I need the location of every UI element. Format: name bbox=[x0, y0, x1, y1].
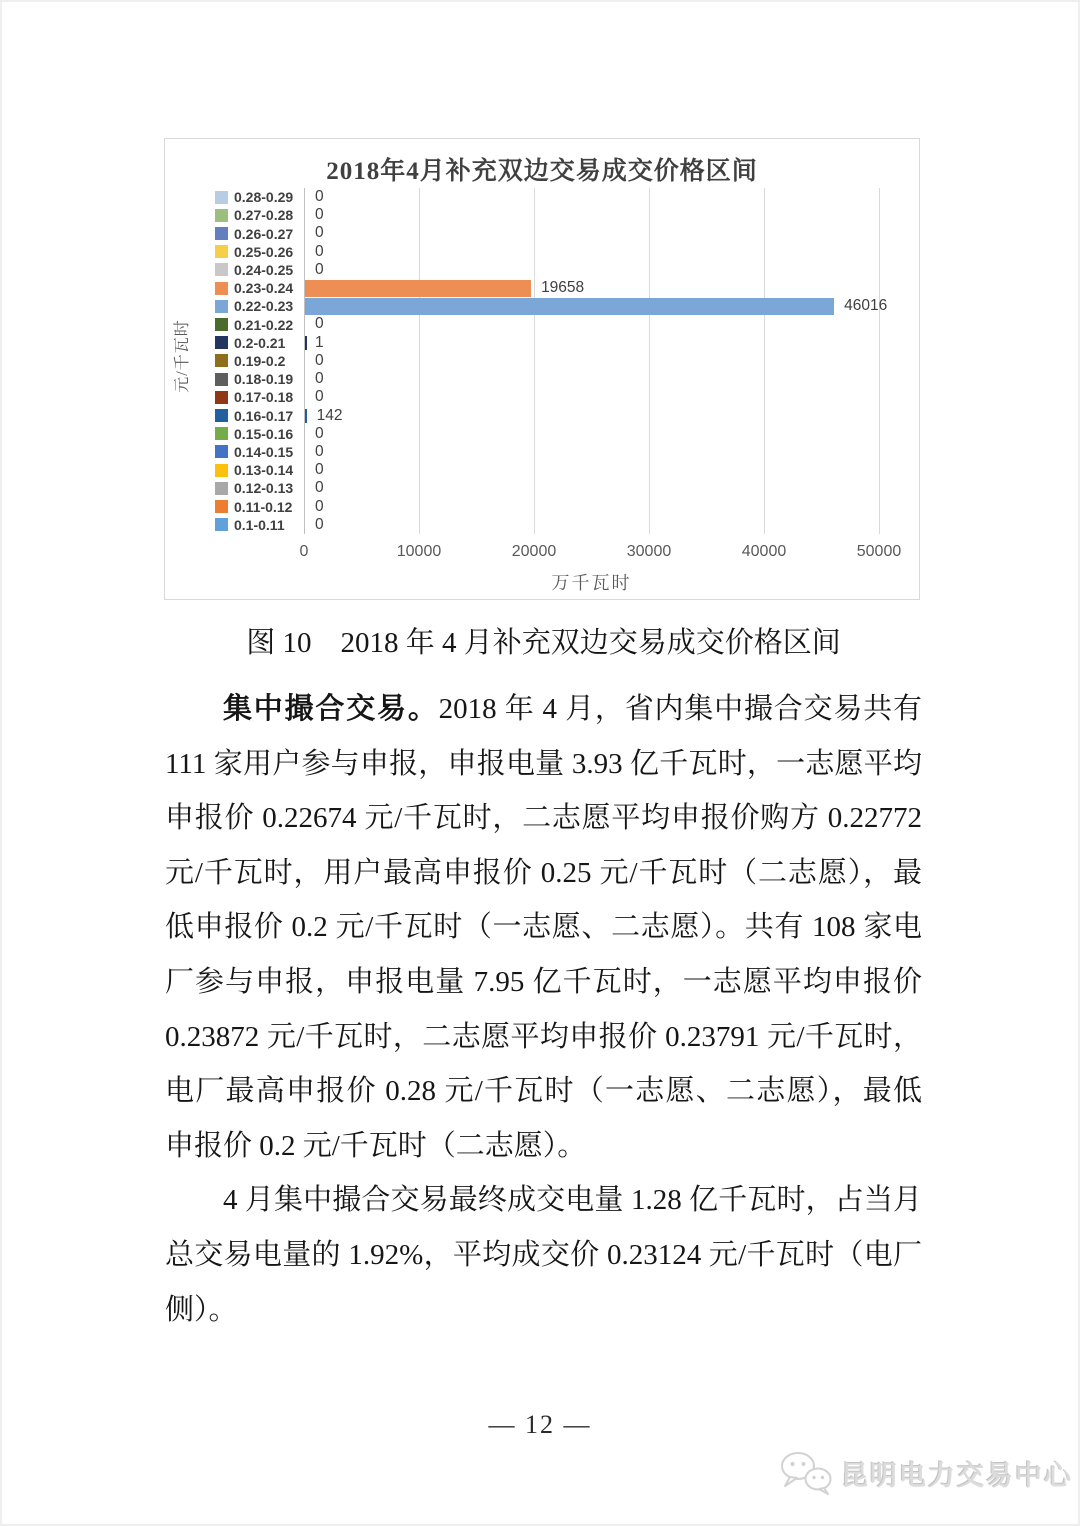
x-tick-label: 20000 bbox=[511, 543, 557, 560]
x-axis-title: 万千瓦时 bbox=[551, 573, 632, 593]
legend-label: 0.24-0.25 bbox=[234, 261, 294, 278]
bar-0.16-0.17 bbox=[305, 409, 307, 423]
bar-value-label: 0 bbox=[315, 188, 324, 205]
legend-item bbox=[165, 497, 304, 515]
text-line: 厂参与申报，申报电量 7.95 亿千瓦时，一志愿平均申报价 bbox=[165, 965, 922, 998]
bar-value-label: 1 bbox=[315, 333, 324, 351]
plot-area bbox=[304, 188, 888, 534]
paragraph-lead-bold: 集中撮合交易。 bbox=[223, 693, 439, 725]
figure-caption: 图 10 2018 年 4 月补充双边交易成交价格区间 bbox=[246, 627, 841, 659]
text-span: 2018 年 4 月，省内集中撮合交易共有 bbox=[438, 693, 922, 725]
text-line: 侧）。 bbox=[165, 1293, 238, 1326]
gridline bbox=[534, 188, 535, 534]
legend-item bbox=[165, 461, 304, 479]
legend-swatch bbox=[215, 300, 228, 313]
legend-swatch bbox=[215, 263, 228, 276]
bar-value-label: 0 bbox=[315, 242, 324, 260]
wechat-icon bbox=[780, 1450, 832, 1496]
bar-value-label: 0 bbox=[315, 479, 324, 497]
legend-swatch bbox=[215, 391, 228, 404]
price-range-chart bbox=[164, 138, 920, 600]
text-line: 4 月集中撮合交易最终成交电量 1.28 亿千瓦时，占当月 bbox=[223, 1184, 922, 1217]
bar-value-label: 19658 bbox=[541, 279, 585, 297]
bar-value-label: 0 bbox=[315, 206, 324, 224]
y-axis-title: 元/千瓦时 bbox=[174, 319, 191, 393]
legend-swatch bbox=[215, 354, 228, 367]
bar-0.23-0.24 bbox=[305, 280, 531, 297]
legend-item bbox=[165, 315, 304, 333]
legend-item bbox=[165, 479, 304, 497]
legend-swatch bbox=[215, 282, 228, 295]
legend-swatch bbox=[215, 318, 228, 331]
text-line bbox=[165, 682, 922, 737]
legend-item bbox=[165, 406, 304, 424]
chart-title: 2018年4月补充双边交易成交价格区间 bbox=[326, 158, 758, 185]
body-text bbox=[165, 682, 922, 1337]
legend-label: 0.26-0.27 bbox=[234, 225, 294, 242]
text-line: 低申报价 0.2 元/千瓦时（一志愿、二志愿）。共有 108 家电 bbox=[165, 911, 922, 944]
legend-item bbox=[165, 516, 304, 534]
gridline bbox=[649, 188, 650, 534]
legend-swatch bbox=[215, 518, 228, 531]
legend-item bbox=[165, 188, 304, 206]
legend-swatch bbox=[215, 191, 228, 204]
bar-value-label: 0 bbox=[315, 260, 324, 278]
legend-item bbox=[165, 334, 304, 352]
bar-value-label: 0 bbox=[315, 497, 324, 515]
legend-label: 0.19-0.2 bbox=[234, 352, 286, 369]
x-tick-label: 40000 bbox=[741, 543, 787, 560]
legend-label: 0.15-0.16 bbox=[234, 425, 294, 442]
x-tick-label: 50000 bbox=[856, 543, 902, 560]
bar-value-label: 46016 bbox=[844, 297, 888, 315]
legend-item bbox=[165, 443, 304, 461]
legend-item bbox=[165, 370, 304, 388]
legend-swatch bbox=[215, 336, 228, 349]
legend-item bbox=[165, 224, 304, 242]
bar-0.2-0.21 bbox=[305, 336, 307, 350]
legend-label: 0.18-0.19 bbox=[234, 371, 294, 388]
gridline bbox=[879, 188, 880, 534]
legend-swatch bbox=[215, 245, 228, 258]
bar-value-label: 0 bbox=[315, 424, 324, 442]
legend-swatch bbox=[215, 500, 228, 513]
legend-label: 0.2-0.21 bbox=[234, 334, 286, 351]
x-tick-label: 0 bbox=[299, 543, 309, 560]
legend-label: 0.23-0.24 bbox=[234, 280, 294, 297]
legend-swatch bbox=[215, 464, 228, 477]
text-line: 元/千瓦时，用户最高申报价 0.25 元/千瓦时（二志愿），最 bbox=[165, 856, 922, 889]
legend-item bbox=[165, 388, 304, 406]
y-axis-line bbox=[304, 188, 305, 534]
gridline bbox=[419, 188, 420, 534]
legend-label: 0.27-0.28 bbox=[234, 207, 294, 224]
bar-0.22-0.23 bbox=[305, 298, 834, 315]
legend-item bbox=[165, 261, 304, 279]
legend-label: 0.13-0.14 bbox=[234, 462, 294, 479]
text-line: 申报价 0.2 元/千瓦时（二志愿）。 bbox=[165, 1129, 587, 1162]
legend-label: 0.17-0.18 bbox=[234, 389, 294, 406]
legend-swatch bbox=[215, 227, 228, 240]
legend-label: 0.28-0.29 bbox=[234, 189, 294, 206]
legend-swatch bbox=[215, 409, 228, 422]
text-line: 总交易电量的 1.92%，平均成交价 0.23124 元/千瓦时（电厂 bbox=[165, 1238, 922, 1271]
legend-label: 0.21-0.22 bbox=[234, 316, 294, 333]
text-line: 111 家用户参与申报，申报电量 3.93 亿千瓦时，一志愿平均 bbox=[165, 747, 922, 780]
legend-label: 0.11-0.12 bbox=[234, 498, 293, 515]
legend-item bbox=[165, 425, 304, 443]
watermark-text: 昆明电力交易中心 bbox=[841, 1460, 1073, 1491]
legend-swatch bbox=[215, 373, 228, 386]
legend-swatch bbox=[215, 427, 228, 440]
bar-value-label: 0 bbox=[315, 461, 324, 479]
bar-value-label: 0 bbox=[315, 351, 324, 369]
text-line: 申报价 0.22674 元/千瓦时，二志愿平均申报价购方 0.22772 bbox=[165, 802, 922, 835]
bar-value-label: 0 bbox=[315, 388, 324, 406]
legend-item bbox=[165, 243, 304, 261]
legend-label: 0.25-0.26 bbox=[234, 243, 294, 260]
gridline bbox=[764, 188, 765, 534]
bar-value-label: 142 bbox=[316, 406, 343, 424]
text-line: 0.23872 元/千瓦时，二志愿平均申报价 0.23791 元/千瓦时， bbox=[165, 1020, 922, 1053]
legend-label: 0.1-0.11 bbox=[234, 516, 285, 533]
bar-value-label: 0 bbox=[315, 442, 324, 460]
legend-item bbox=[165, 206, 304, 224]
page-number: — 12 — bbox=[488, 1410, 592, 1439]
legend-item bbox=[165, 297, 304, 315]
legend-label: 0.16-0.17 bbox=[234, 407, 294, 424]
legend-swatch bbox=[215, 209, 228, 222]
watermark bbox=[780, 1450, 1073, 1496]
bar-value-label: 0 bbox=[315, 370, 324, 388]
legend-item bbox=[165, 352, 304, 370]
legend-swatch bbox=[215, 445, 228, 458]
legend-label: 0.14-0.15 bbox=[234, 443, 294, 460]
bar-value-label: 0 bbox=[315, 515, 324, 533]
x-tick-label: 30000 bbox=[626, 543, 672, 560]
chart-legend bbox=[165, 188, 304, 534]
bar-value-label: 0 bbox=[315, 224, 324, 242]
text-line: 电厂最高申报价 0.28 元/千瓦时（一志愿、二志愿），最低 bbox=[165, 1075, 922, 1108]
x-tick-label: 10000 bbox=[396, 543, 442, 560]
legend-item bbox=[165, 279, 304, 297]
legend-swatch bbox=[215, 482, 228, 495]
legend-label: 0.22-0.23 bbox=[234, 298, 294, 315]
legend-label: 0.12-0.13 bbox=[234, 480, 294, 497]
bar-value-label: 0 bbox=[315, 315, 324, 333]
